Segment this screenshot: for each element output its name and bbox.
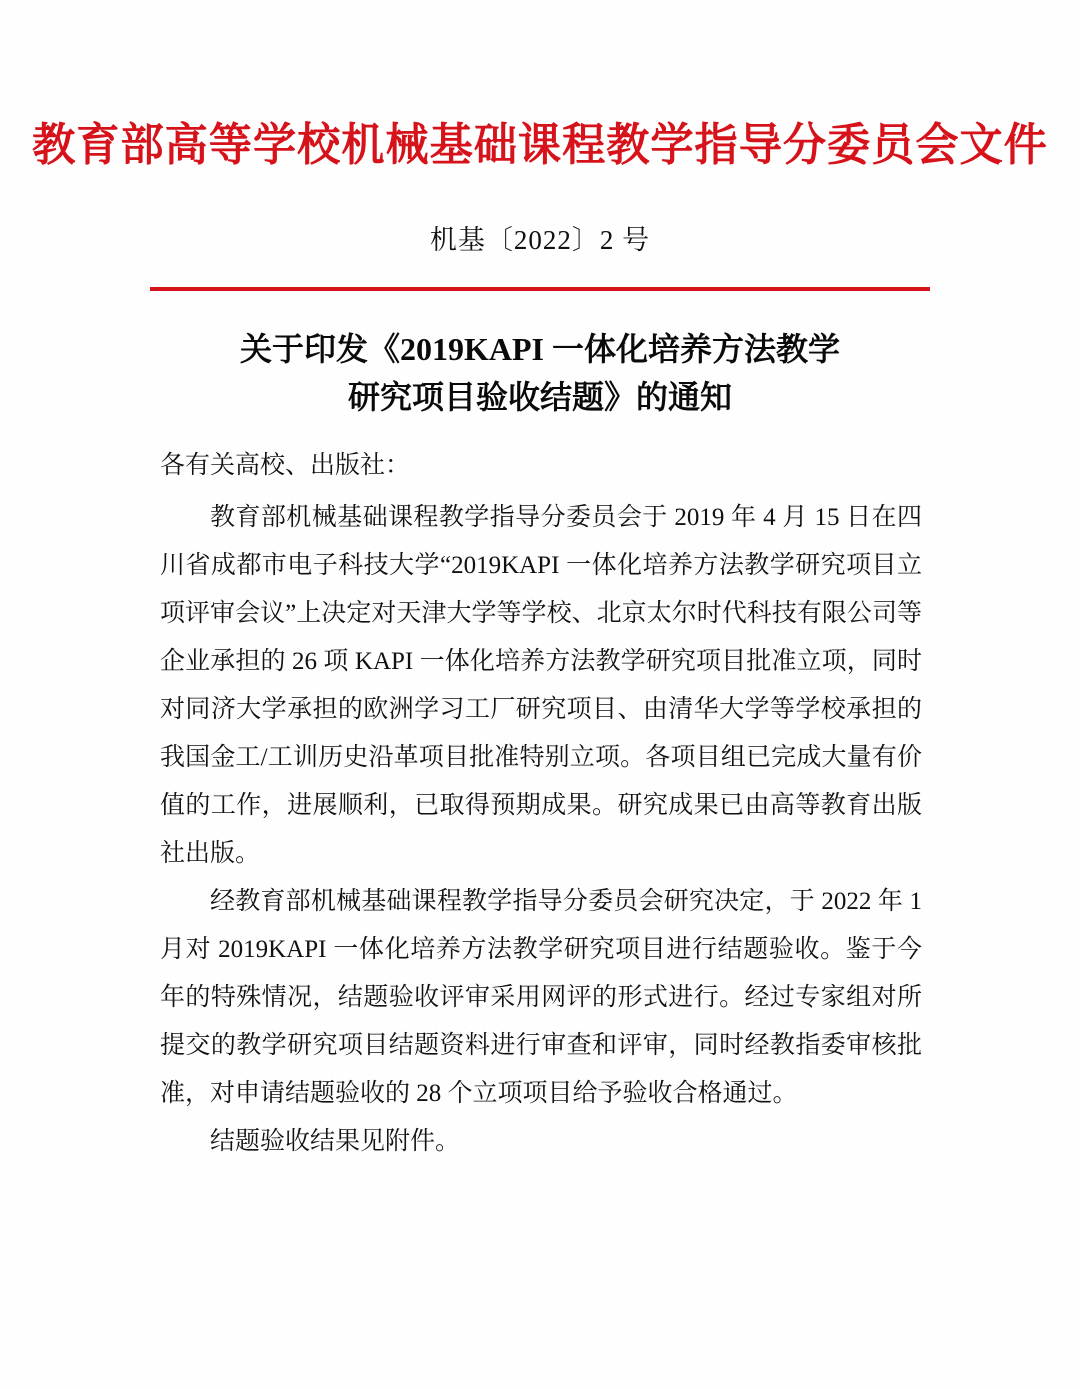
document-subject-line-2: 研究项目验收结题》的通知 [347,378,732,415]
document-header [0,0,1080,257]
document-paragraph: 经教育部机械基础课程教学指导分委员会研究决定，于 2022 年 1 月对 2019KAPI 一体化培养方法教学研究项目进行结题验收。鉴于今年的特殊情况，结题验收评审采用网评的形式进行。经过专家组对所提交的教学研究项目结题资料进行审查和评审，同时经教指委审核批准，对申请结题验收的 28 个立项项目给予验收合格通过。 [160,888,922,1108]
document-subject [0,325,1080,421]
document-subject-line-1: 关于印发《2019KAPI 一体化培养方法教学 [239,330,840,367]
document-body [0,494,1080,1166]
document-paragraph: 教育部机械基础课程教学指导分委员会于 2019 年 4 月 15 日在四川省成都市电子科技大学“2019KAPI 一体化培养方法教学研究项目立项评审会议”上决定对天津大学等学校、北京太尔时代科技有限公司等企业承担的 26 项 KAPI 一体化培养方法教学研究项目批准立项，同时对同济大学承担的欧洲学习工厂研究项目、由清华大学等学校承担的我国金工/工训历史沿革项目批准特别立项。各项目组已完成大量有价值的工作，进展顺利，已取得预期成果。研究成果已由高等教育出版社出版。 [160,504,922,868]
document-paragraph: 结题验收结果见附件。 [210,1128,461,1156]
document-salutation: 各有关高校、出版社： [160,451,411,479]
document-number: 机基〔2022〕2 号 [429,224,651,255]
red-divider-rule [150,287,930,291]
document-header-title: 教育部高等学校机械基础课程教学指导分委员会文件 [32,120,1048,170]
